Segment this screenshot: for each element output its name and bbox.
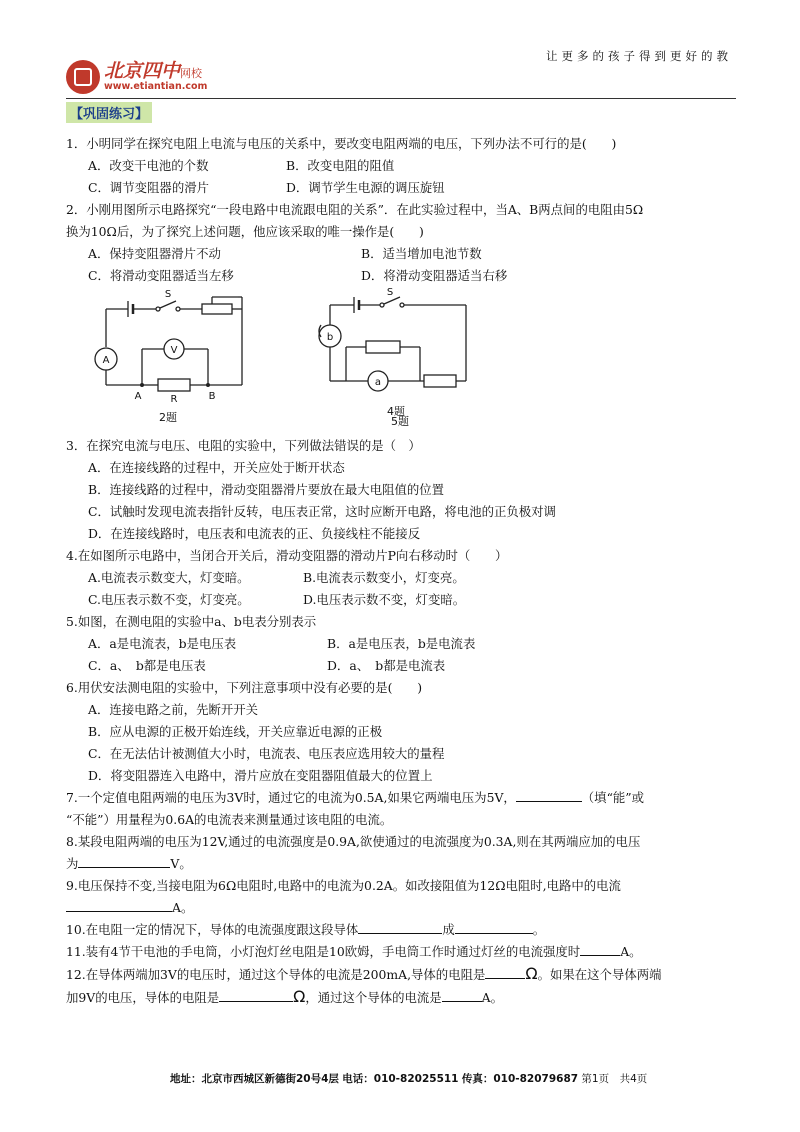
circuit-figures (66, 287, 736, 435)
header-slogan: 让更多的孩子得到更好的教 (546, 49, 732, 63)
fig1-ammeter-label: A (102, 355, 110, 366)
q3-option-d: D．在连接线路时，电压表和电流表的正、负接线柱不能接反 (88, 526, 421, 541)
q12-ohm-symbol-2: Ω (293, 987, 306, 1006)
q1-option-a: A．改变干电池的个数 (88, 158, 209, 173)
footer-address: 地址：北京市西城区新德街20号4层 (170, 1073, 339, 1085)
fig2-meter-a-label: a (374, 377, 382, 388)
q7-line1 (66, 787, 736, 809)
q11-text-2: A。 (620, 944, 642, 959)
q1-options-row2 (66, 177, 736, 199)
page-footer (170, 1071, 647, 1086)
q12-text-2: 。如果在这个导体两端 (537, 967, 662, 982)
fig1-point-b: B (208, 391, 216, 402)
q9-text-2: A。 (172, 900, 194, 915)
q9-answer-blank[interactable] (66, 897, 172, 912)
q8-answer-blank[interactable] (78, 853, 170, 868)
q7-answer-blank[interactable] (516, 787, 582, 802)
q2-options-row2 (66, 265, 736, 287)
footer-fax: 传真：010-82079687 (461, 1073, 579, 1085)
q11-line (66, 941, 736, 963)
q1-option-c: C．调节变阻器的滑片 (88, 180, 209, 195)
q9-text-1: 9.电压保持不变,当接电阻为6Ω电阻时,电路中的电流为0.2A。如改接阻值为12Ω电阻时,电路中的电流 (66, 878, 621, 893)
section-title: 【巩固练习】 (66, 102, 152, 123)
q12-line2 (66, 986, 736, 1009)
q12-answer-blank-2[interactable] (219, 987, 293, 1002)
q2-option-b: B．适当增加电池节数 (361, 246, 482, 261)
q10-text-3: 。 (532, 922, 546, 937)
q12-ohm-symbol-1: Ω (525, 964, 538, 983)
q7-text-3: “不能”）用量程为0.6A的电流表来测量通过该电阻的电流。 (66, 812, 393, 827)
q8-line2 (66, 853, 736, 875)
school-logo (66, 60, 207, 94)
q9-line2 (66, 897, 736, 919)
fig1-caption: 2题 (159, 411, 177, 424)
header-divider (66, 98, 736, 99)
logo-sub: 网校 (180, 67, 203, 81)
q1-options-row1 (66, 155, 736, 177)
q1-option-b: B．改变电阻的阻值 (286, 158, 395, 173)
q11-answer-blank[interactable] (580, 941, 620, 956)
node-b (206, 383, 210, 387)
q12-text-1: 12.在导体两端加3V的电压时，通过这个导体的电流是200mA,导体的电阻是 (66, 967, 486, 982)
q5-option-c: C．a、 b都是电压表 (88, 658, 206, 673)
q3-option-c: C．试触时发现电流表指针反转，电压表正常，这时应断开电路，将电池的正负极对调 (88, 504, 556, 519)
q8-text-3: V。 (170, 856, 192, 871)
page-header (66, 42, 736, 100)
fig1-point-a: A (134, 391, 142, 402)
q8-text-1: 8.某段电阻两端的电压为12V,通过的电流强度是0.9A,欲使通过的电流强度为0.3A,则在其两端应加的电压 (66, 834, 641, 849)
q12-line1 (66, 963, 736, 986)
q12-answer-blank-1[interactable] (485, 964, 525, 979)
q2-stem-line1: 2．小刚用图所示电路探究“一段电路中电流跟电阻的关系”．在此实验过程中，当A、B两点间的电阻由5Ω (66, 202, 644, 217)
q4-option-c: C.电压表示数不变，灯变亮。 (88, 592, 250, 607)
q12-answer-blank-3[interactable] (442, 987, 482, 1002)
q5-option-a: A．a是电流表，b是电压表 (88, 636, 237, 651)
q12-text-5: A。 (481, 990, 504, 1005)
q11-text-1: 11.装有4节干电池的手电筒，小灯泡灯丝电阻是10欧姆，手电筒工作时通过灯丝的电流强度时 (66, 944, 581, 959)
fig2-meter-b-label: b (326, 332, 334, 343)
exercise-content (66, 102, 736, 1009)
q7-text-2: （填“能”或 (581, 790, 645, 805)
q12-text-3: 加9V的电压，导体的电阻是 (66, 990, 220, 1005)
fig2-switch-label: S (386, 287, 394, 298)
fig1-voltmeter-label: V (170, 345, 178, 356)
q5-options-row1 (66, 633, 736, 655)
q8-text-2: 为 (66, 856, 79, 871)
q7-text-1: 7.一个定值电阻两端的电压为3V时，通过它的电流为0.5A,如果它两端电压为5V， (66, 790, 516, 805)
q4-option-a: A.电流表示数变大，灯变暗。 (88, 570, 250, 585)
footer-page-number: 第1页 共4页 (581, 1073, 648, 1085)
q6-option-c: C．在无法估计被测值大小时，电流表、电压表应选用较大的量程 (88, 746, 445, 761)
q4-options-row1 (66, 567, 736, 589)
node-a (140, 383, 144, 387)
q4-options-row2 (66, 589, 736, 611)
logo-name: 北京四中 (104, 60, 181, 83)
q2-option-a: A．保持变阻器滑片不动 (88, 246, 221, 261)
fig2-caption-5: 5题 (391, 415, 409, 428)
fig2-caption-4: 4题 (387, 405, 405, 418)
q2-options-row1 (66, 243, 736, 265)
logo-url: www.etiantian.com (104, 80, 208, 92)
q10-answer-blank-1[interactable] (358, 919, 442, 934)
q2-option-d: D．将滑动变阻器适当右移 (361, 268, 508, 283)
q6-option-a: A．连接电路之前，先断开开关 (88, 702, 259, 717)
q10-answer-blank-2[interactable] (455, 919, 533, 934)
q12-text-4: ，通过这个导体的电流是 (305, 990, 442, 1005)
q1-option-d: D．调节学生电源的调压旋钮 (286, 180, 445, 195)
circuit-diagram-q4-q5 (316, 287, 496, 433)
fig1-switch-label: S (164, 289, 172, 300)
q5-options-row2 (66, 655, 736, 677)
q6-option-d: D．将变阻器连入电路中，滑片应放在变阻器阻值最大的位置上 (88, 768, 433, 783)
circuit-diagram-q2 (94, 289, 274, 429)
q5-stem: 5.如图，在测电阻的实验中a、b电表分别表示 (66, 614, 317, 629)
q4-stem: 4.在如图所示电路中，当闭合开关后，滑动变阻器的滑动片P向右移动时（ ） (66, 548, 508, 563)
q2-stem-line2: 换为10Ω后，为了探究上述问题，他应该采取的唯一操作是( ) (66, 224, 424, 239)
logo-emblem-icon (66, 60, 100, 94)
q1-stem: 1．小明同学在探究电阻上电流与电压的关系中，要改变电阻两端的电压，下列办法不可行的是( ) (66, 136, 617, 151)
q10-text-1: 10.在电阻一定的情况下，导体的电流强度跟这段导体 (66, 922, 359, 937)
q3-stem: 3．在探究电流与电压、电阻的实验中，下列做法错误的是（ ） (66, 438, 421, 453)
q6-stem: 6.用伏安法测电阻的实验中，下列注意事项中没有必要的是( ) (66, 680, 423, 695)
q5-option-d: D．a、 b都是电流表 (327, 658, 446, 673)
q5-option-b: B．a是电压表，b是电流表 (327, 636, 476, 651)
q6-option-b: B．应从电源的正极开始连线，开关应靠近电源的正极 (88, 724, 383, 739)
q3-option-a: A．在连接线路的过程中，开关应处于断开状态 (88, 460, 345, 475)
q10-text-2: 成 (442, 922, 455, 937)
q2-option-c: C．将滑动变阻器适当左移 (88, 268, 234, 283)
q3-option-b: B．连接线路的过程中，滑动变阻器滑片要放在最大电阻值的位置 (88, 482, 445, 497)
q4-option-d: D.电压表示数不变，灯变暗。 (303, 592, 466, 607)
q4-option-b: B.电流表示数变小，灯变亮。 (303, 570, 465, 585)
q10-line (66, 919, 736, 941)
fig1-resistor-label: R (170, 394, 178, 405)
footer-phone: 电话：010-82025511 (342, 1073, 459, 1085)
